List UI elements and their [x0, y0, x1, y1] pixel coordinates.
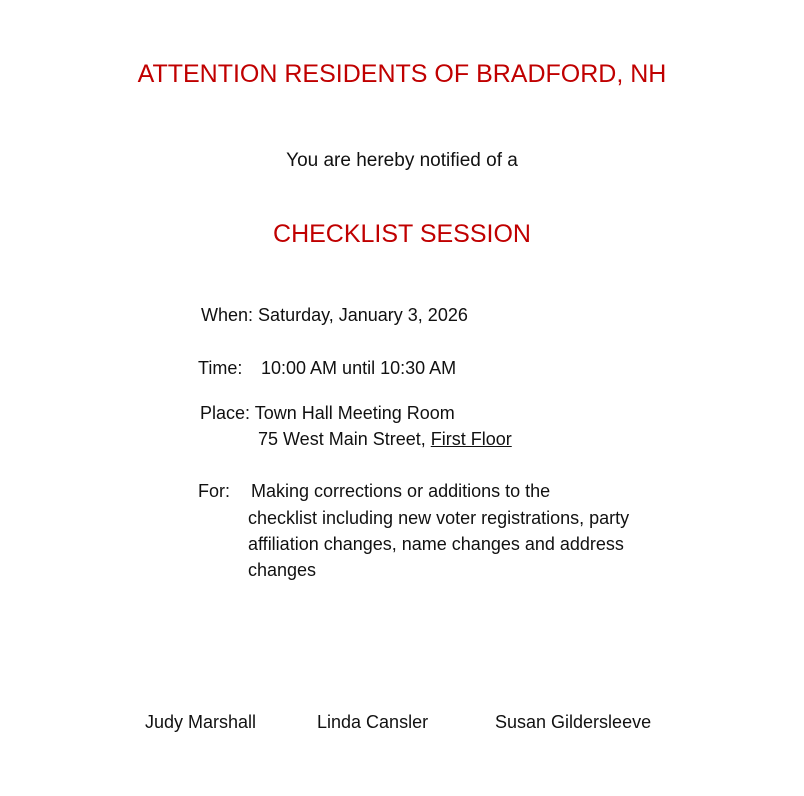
- notice-heading: ATTENTION RESIDENTS OF BRADFORD, NH: [137, 60, 667, 88]
- place-floor: First Floor: [430, 429, 512, 449]
- time-value: 10:00 AM until 10:30 AM: [261, 358, 457, 378]
- signatory-name: Linda Cansler: [317, 712, 429, 732]
- purpose-line: checklist including new voter registrations, party: [248, 508, 630, 528]
- purpose-line: affiliation changes, name changes and address: [248, 534, 624, 554]
- when-row: [201, 302, 468, 328]
- purpose-line: Making corrections or additions to the: [251, 481, 551, 501]
- place-label: Place:: [200, 403, 251, 423]
- purpose-label: For:: [198, 481, 231, 501]
- session-title: CHECKLIST SESSION: [273, 220, 531, 248]
- place-line1: Town Hall Meeting Room: [254, 403, 455, 423]
- time-label: Time:: [198, 358, 243, 378]
- signatory-name: Judy Marshall: [145, 712, 257, 732]
- notice-intro: You are hereby notified of a: [286, 150, 518, 171]
- place-address: [258, 426, 512, 452]
- when-value: Saturday, January 3, 2026: [258, 305, 468, 325]
- place-row: [200, 400, 455, 426]
- place-street: 75 West Main Street,: [258, 429, 431, 449]
- signatory-name: Susan Gildersleeve: [495, 712, 652, 732]
- when-label: When:: [201, 305, 254, 325]
- purpose-line: changes: [248, 560, 317, 580]
